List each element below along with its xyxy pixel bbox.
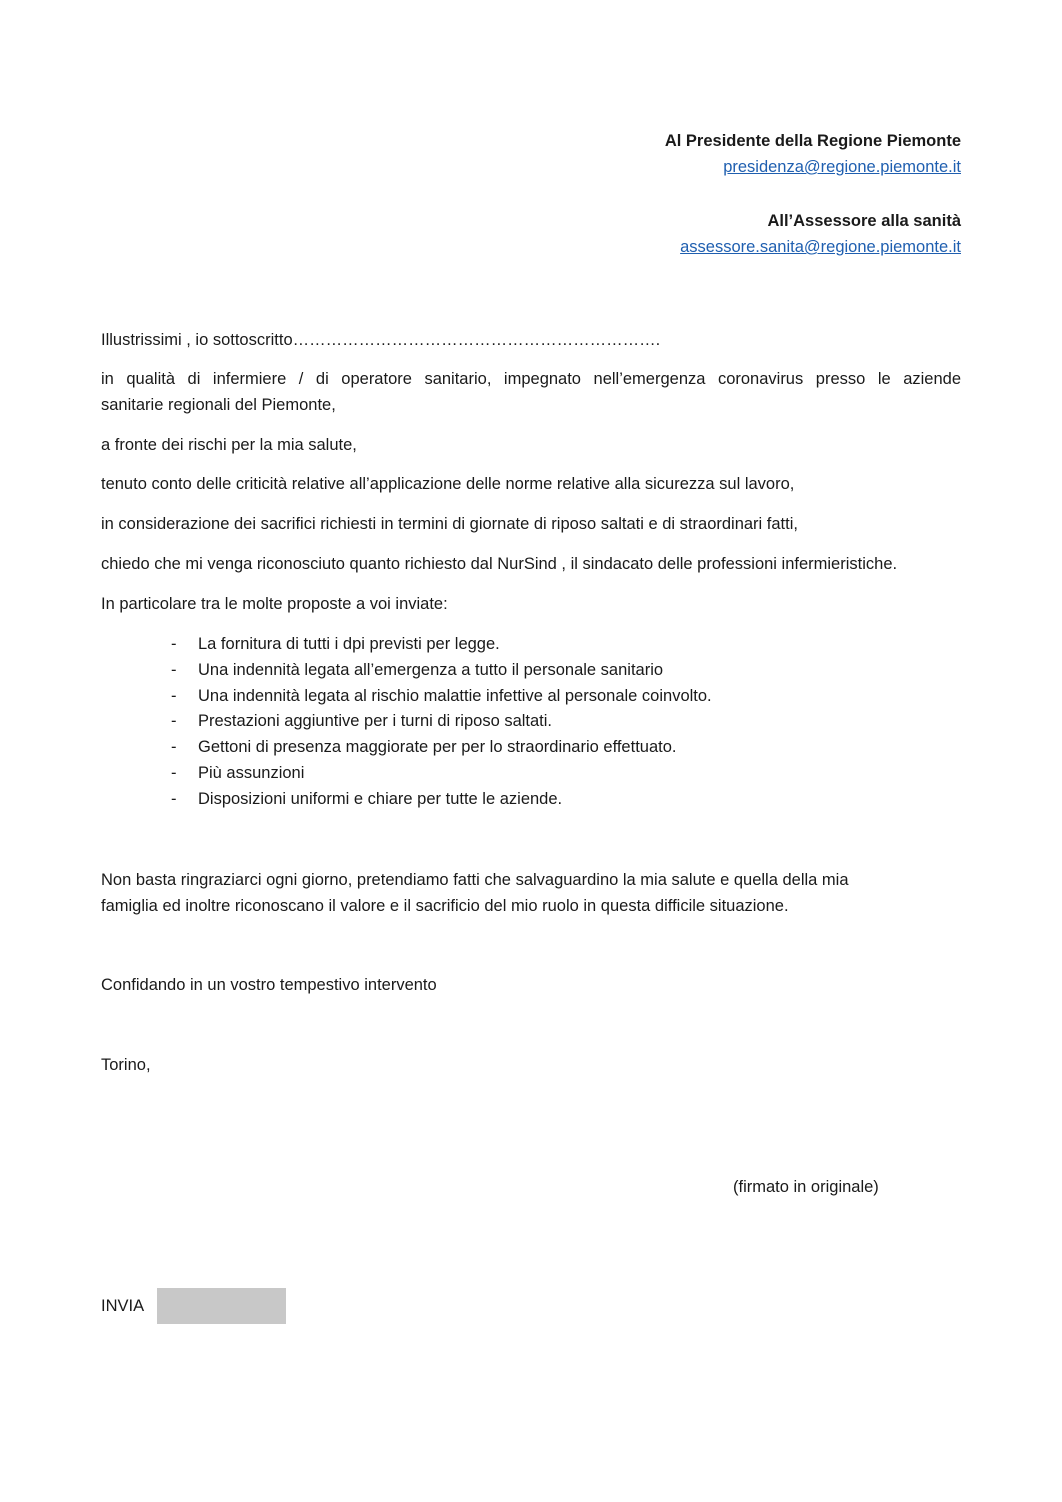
- qualita-paragraph: [101, 366, 961, 418]
- list-dash: -: [171, 789, 177, 808]
- list-dash: -: [171, 635, 177, 653]
- list-dash: -: [171, 763, 177, 782]
- rischi-paragraph: a fronte dei rischi per la mia salute,: [101, 436, 357, 454]
- sacrifici-paragraph: in considerazione dei sacrifici richiesti in termini di giornate di riposo saltati e di straordinari fatti,: [101, 515, 798, 533]
- list-dash: -: [171, 660, 177, 679]
- list-dash: -: [171, 738, 177, 757]
- list-item-text: Disposizioni uniformi e chiare per tutte le aziende.: [198, 789, 563, 808]
- recipient-name-president: Al Presidente della Regione Piemonte: [664, 132, 961, 150]
- tenuto-paragraph: tenuto conto delle criticità relative all’applicazione delle norme relative alla sicurezza sul lavoro,: [101, 475, 795, 493]
- list-item-text: Prestazioni aggiuntive per i turni di riposo saltati.: [198, 712, 553, 731]
- recipient-email-president[interactable]: presidenza@regione.piemonte.it: [723, 158, 961, 176]
- place-line: Torino,: [101, 1056, 151, 1074]
- recipient-name-assessore: All’Assessore alla sanità: [767, 212, 961, 230]
- send-row: [101, 1288, 286, 1324]
- signature-note: (firmato in originale): [733, 1178, 879, 1196]
- list-item-text: Più assunzioni: [198, 763, 305, 782]
- qualita-line-1: in qualità di infermiere / di operatore sanitario, impegnato nell’emergenza coronavirus presso le aziende: [101, 370, 961, 388]
- list-item-text: Gettoni di presenza maggiorate per per lo straordinario effettuato.: [198, 738, 677, 757]
- recipients-block: [665, 128, 961, 260]
- salutation-line: Illustrissimi , io sottoscritto………………………………………………………….: [101, 331, 661, 349]
- list-item-text: La fornitura di tutti i dpi previsti per legge.: [198, 635, 500, 653]
- list-dash: -: [171, 686, 177, 705]
- send-label: INVIA: [101, 1296, 145, 1315]
- nonbasta-paragraph: [101, 867, 849, 919]
- chiedo-paragraph: chiedo che mi venga riconosciuto quanto richiesto dal NurSind , il sindacato delle professioni infermieristiche.: [101, 555, 898, 573]
- qualita-line-2: sanitarie regionali del Piemonte,: [101, 396, 336, 414]
- list-item-text: Una indennità legata al rischio malattie infettive al personale coinvolto.: [198, 686, 712, 705]
- list-dash: -: [171, 712, 177, 731]
- list-item-text: Una indennità legata all’emergenza a tutto il personale sanitario: [198, 660, 664, 679]
- nonbasta-line-2: famiglia ed inoltre riconoscano il valore e il sacrificio del mio ruolo in questa difficile situazione.: [101, 897, 789, 915]
- closing-line: Confidando in un vostro tempestivo intervento: [101, 976, 437, 994]
- recipient-email-assessore[interactable]: assessore.sanita@regione.piemonte.it: [680, 238, 961, 256]
- nonbasta-line-1: Non basta ringraziarci ogni giorno, pretendiamo fatti che salvaguardino la mia salute e quella della mia: [101, 871, 849, 889]
- send-button[interactable]: [157, 1288, 286, 1324]
- particolare-paragraph: In particolare tra le molte proposte a voi inviate:: [101, 595, 448, 613]
